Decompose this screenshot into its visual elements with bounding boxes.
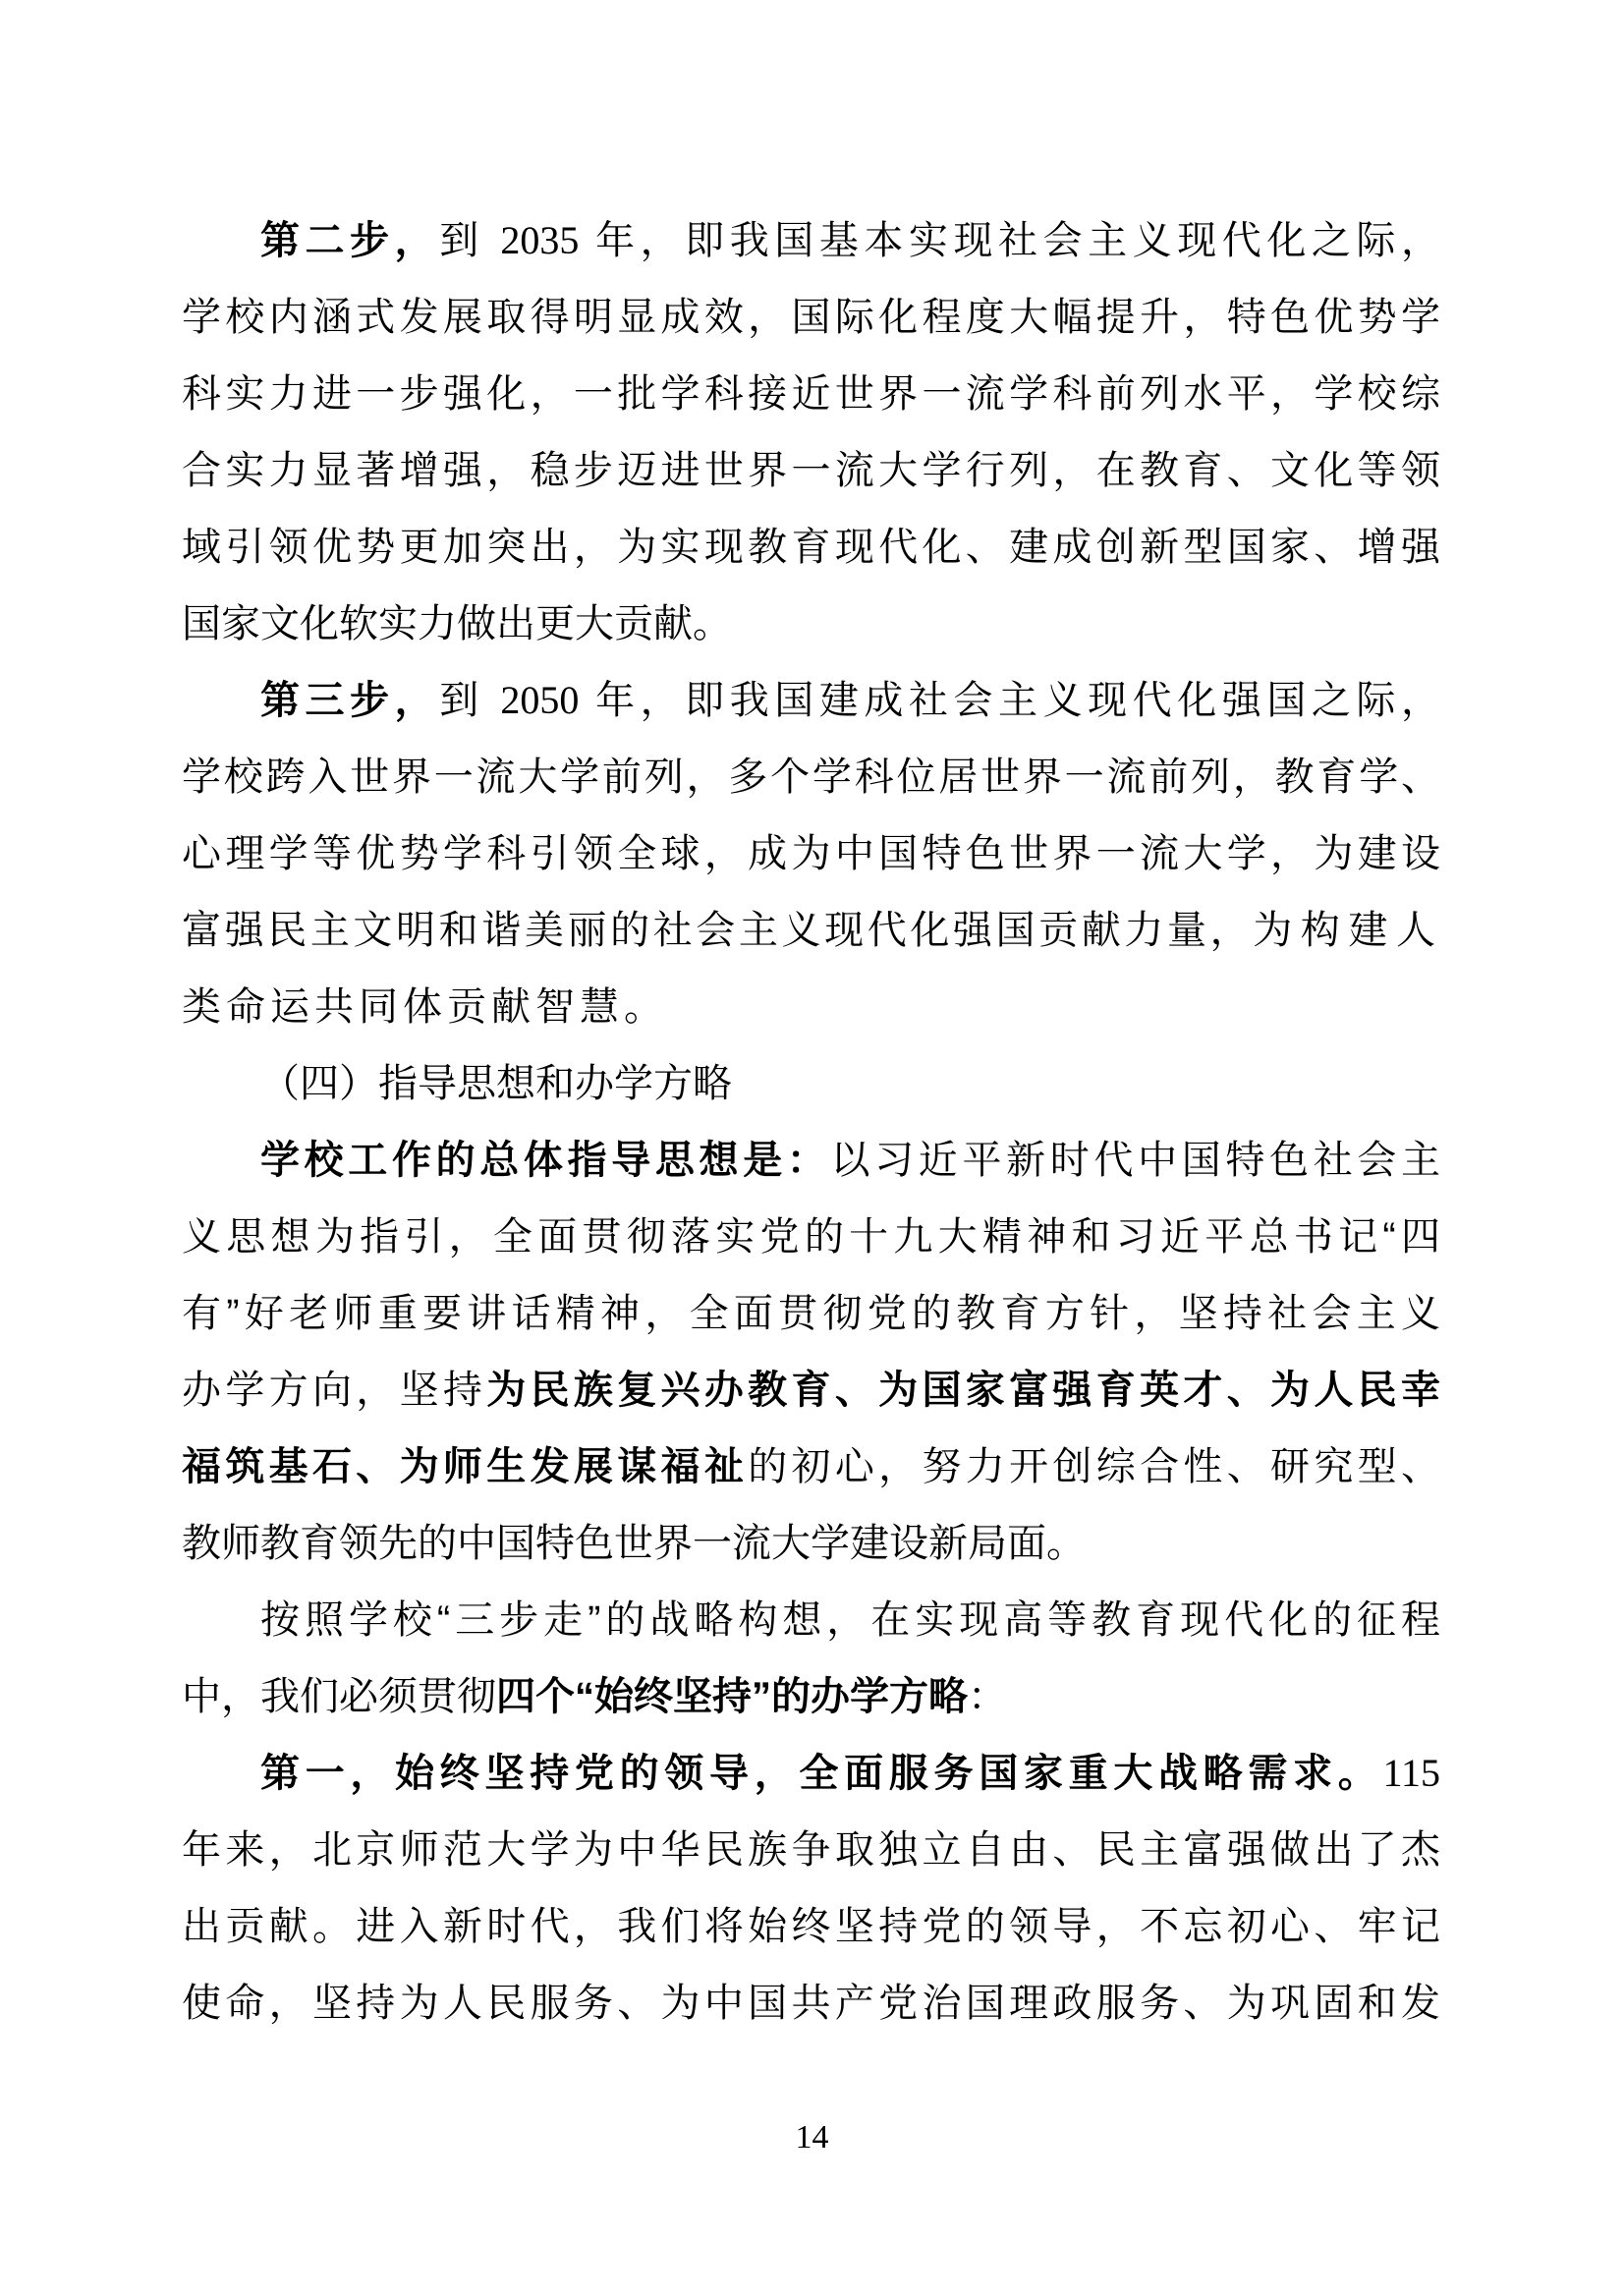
text-run: 使命，坚持为人民服务、为中国共产党治国理政服务、为巩固和发	[182, 1982, 1440, 2025]
text-line	[182, 739, 1440, 815]
kaiti-text-run: 为构建人	[1253, 908, 1441, 952]
text-run: 国家文化软实力做出更大贡献。	[182, 602, 732, 645]
text-run: 到	[439, 219, 501, 262]
text-line	[182, 1888, 1440, 1965]
text-run: 中，我们必须贯彻	[182, 1675, 496, 1718]
text-line	[182, 1965, 1440, 2042]
text-run: 按照学校“三步走”的战略构想，在实现高等教育现代化的征程	[260, 1598, 1440, 1642]
text-line	[182, 1352, 1440, 1428]
numeral-text-run: 2050	[500, 678, 580, 722]
text-line	[182, 969, 1440, 1045]
text-line	[182, 432, 1440, 509]
text-line	[182, 1735, 1440, 1812]
bold-text-run: 第二步，	[260, 219, 440, 262]
text-run: 出贡献。进入新时代，我们将始终坚持党的领导，不忘初心、牢记	[182, 1905, 1440, 1948]
text-line	[182, 1505, 1440, 1582]
text-run: 学校跨入世界一流大学前列，多个学科位居世界一流前列，教育学、	[182, 756, 1440, 799]
text-line	[182, 509, 1440, 586]
text-run: 到	[439, 679, 501, 722]
text-line	[182, 815, 1440, 892]
page-number: 14	[795, 2119, 829, 2156]
text-line	[182, 279, 1440, 356]
text-line	[182, 1582, 1440, 1658]
text-run: 心理学等优势学科引领全球，成为中国特色世界一流大学，为建设	[182, 832, 1440, 875]
text-line	[182, 1199, 1440, 1275]
text-line	[182, 1045, 1440, 1122]
bold-text-run: 福筑基石、为师生发展谋福祉	[182, 1445, 749, 1488]
bold-text-run: 第一，始终坚持党的领导，全面服务国家重大战略需求。	[260, 1752, 1383, 1795]
bold-text-run: 第三步，	[260, 679, 440, 722]
text-run: 富强民主文明和谐美丽的社会主义现代化强国贡献力量，	[182, 909, 1254, 952]
text-run: 义思想为指引，全面贯彻落实党的十九大精神和习近平总书记“四	[182, 1215, 1440, 1259]
text-run: ：	[968, 1675, 1007, 1718]
text-run: 科实力进一步强化，一批学科接近世界一流学科前列水平，学校综	[182, 372, 1440, 416]
text-run: 有”好老师重要讲话精神，全面贯彻党的教育方针，坚持社会主义	[182, 1292, 1440, 1335]
text-run: 域引领优势更加突出，为实现教育现代化、建成创新型国家、增强	[182, 526, 1440, 569]
document-body	[182, 202, 1440, 2042]
text-run: 年来，北京师范大学为中华民族争取独立自由、民主富强做出了杰	[182, 1828, 1440, 1872]
bold-text-run: 学校工作的总体指导思想是：	[260, 1139, 831, 1182]
text-run: 的初心，努力开创综合性、研究型、	[748, 1445, 1441, 1488]
text-run: 合实力显著增强，稳步迈进世界一流大学行列，在教育、文化等领	[182, 449, 1440, 492]
numeral-text-run: 2035	[500, 218, 580, 262]
text-run: 年，即我国建成社会主义现代化强国之际，	[579, 679, 1440, 722]
text-line	[182, 202, 1440, 279]
text-line	[182, 356, 1440, 432]
text-line	[182, 1658, 1440, 1735]
text-line	[182, 662, 1440, 739]
numeral-text-run: 115	[1382, 1751, 1440, 1795]
text-run: 办学方向，坚持	[182, 1369, 487, 1412]
text-line	[182, 1428, 1440, 1505]
text-line	[182, 586, 1440, 662]
bold-text-run: 四个“始终坚持”的办学方略	[496, 1675, 968, 1718]
text-run: 以习近平新时代中国特色社会主	[830, 1139, 1440, 1182]
text-run: 学校内涵式发展取得明显成效，国际化程度大幅提升，特色优势学	[182, 296, 1440, 339]
text-run: （四）指导思想和办学方略	[260, 1062, 732, 1105]
text-run: 年，即我国基本实现社会主义现代化之际，	[579, 219, 1440, 262]
kaiti-text-run: 类命运共同体贡献智慧。	[182, 984, 668, 1029]
bold-text-run: 为民族复兴办教育、为国家富强育英才、为人民幸	[486, 1369, 1440, 1412]
text-run: 教师教育领先的中国特色世界一流大学建设新局面。	[182, 1522, 1086, 1565]
text-line	[182, 1275, 1440, 1352]
text-line	[182, 1122, 1440, 1199]
text-line	[182, 1812, 1440, 1888]
text-line	[182, 892, 1440, 969]
